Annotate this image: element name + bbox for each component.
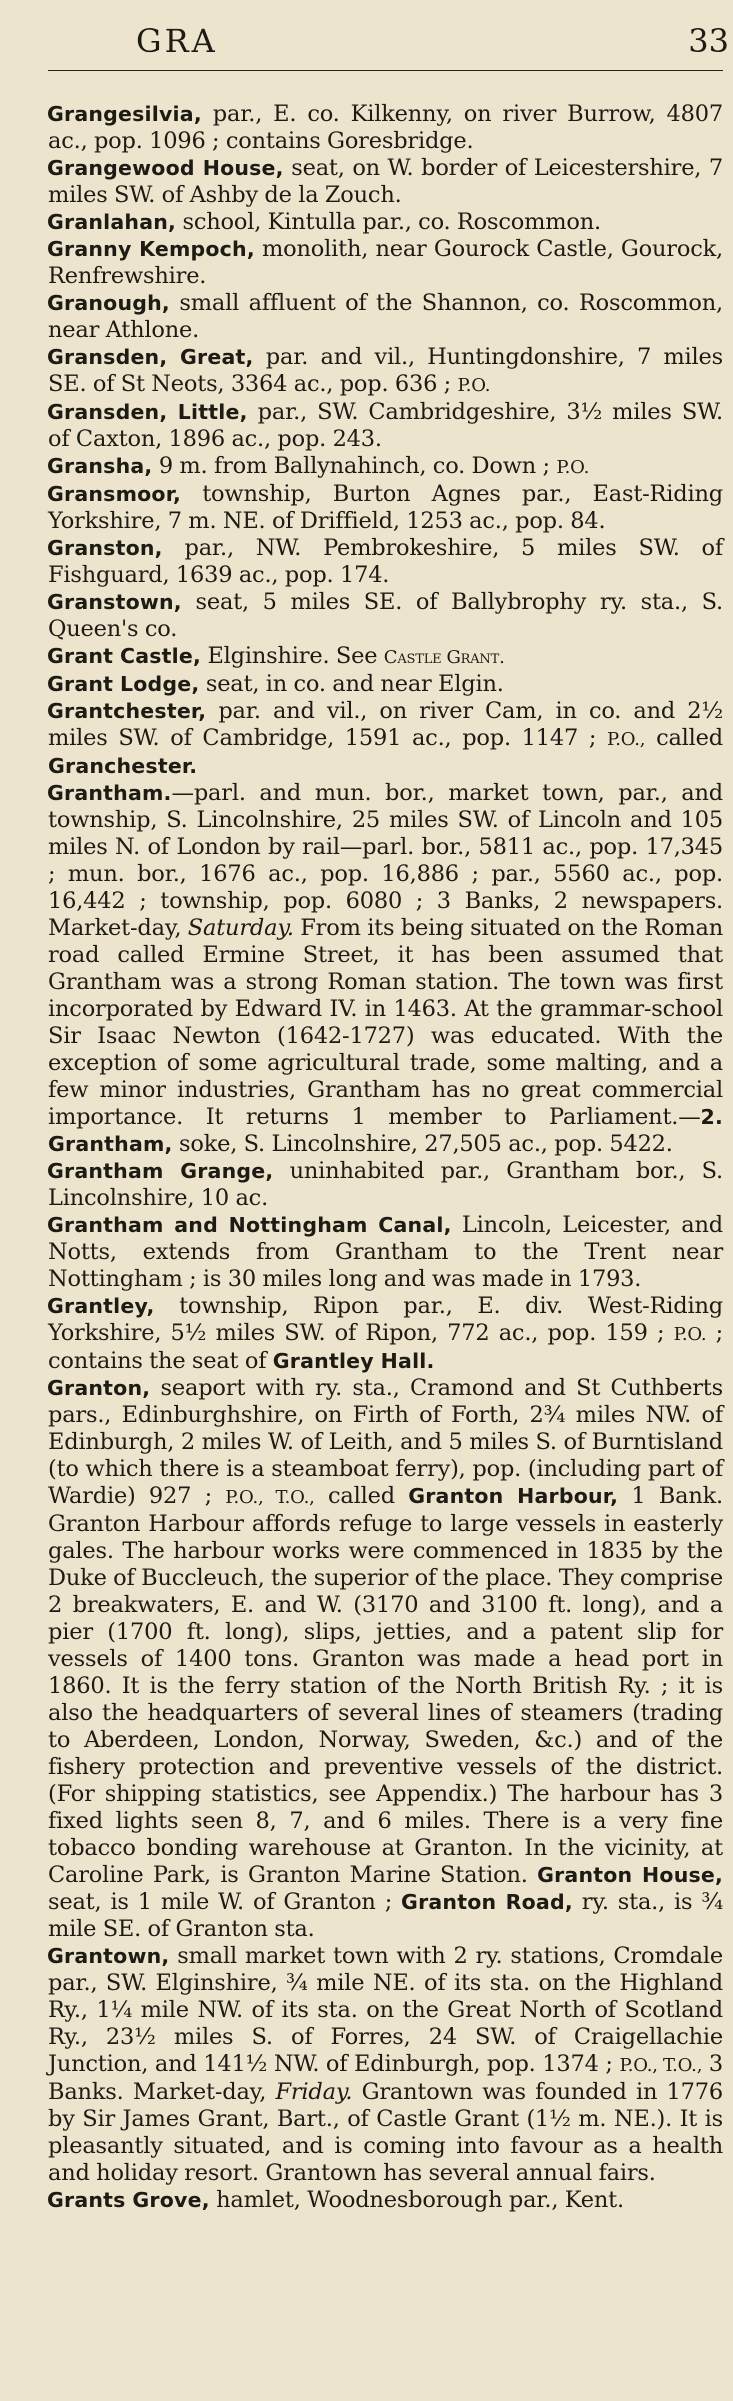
- entry-headword: 2. Grantham,: [48, 1105, 723, 1156]
- entry-headword: Grangesilvia,: [47, 102, 202, 126]
- entry-abbreviation: P.O.: [556, 457, 590, 478]
- entry-text: From its being situated on the Roman road called Ermine Street, it has been assumed that Grantham was a strong Roman station. The town was first incorporated by Edward IV. in 1463. At the grammar-school Sir Isaac Newton (1642-1727) was educated. With the exception of some agricultural trade, some malting, and a few minor industries, Grantham has no great commercial importance. It returns 1 member to Parliament.—: [48, 915, 724, 1130]
- entry-text: soke, S. Lincolnshire, 27,505 ac., pop. 5422.: [172, 1131, 673, 1157]
- entry-headword: Granough,: [47, 291, 170, 315]
- entry-text: township, Ripon par., E. div. West-Riding Yorkshire, 5½ miles SW. of Ripon, 772 ac., pop. 159 ;: [48, 1293, 723, 1346]
- entry-text: par., E. co. Kilkenny, on river Burrow, 4807 ac., pop. 1096 ; contains Goresbridge.: [48, 101, 723, 154]
- page-header: [48, 0, 729, 71]
- entry-text: par., NW. Pembrokeshire, 5 miles SW. of Fishguard, 1639 ac., pop. 174.: [48, 535, 723, 588]
- entry-text: small affluent of the Shannon, co. Roscommon, near Athlone.: [48, 290, 723, 343]
- gazetteer-entry: [48, 643, 723, 671]
- gazetteer-entry: [48, 780, 723, 1158]
- entry-text: Grantown was founded in 1776 by Sir James Grant, Bart., of Castle Grant (1½ m. NE.). It is pleasantly situated, and is coming into favour as a health and holiday resort. Grantown has several annual fairs.: [48, 2079, 724, 2186]
- entry-headword: Granston,: [47, 536, 163, 560]
- gazetteer-entry: [48, 209, 723, 236]
- entry-abbreviation: P.O., T.O.,: [225, 1487, 315, 1508]
- entry-text: 3 Banks. Market-day,: [48, 2051, 723, 2105]
- entry-text: school, Kintulla par., co. Roscommon.: [176, 209, 601, 235]
- entry-text: monolith, near Gourock Castle, Gourock, Renfrewshire.: [48, 236, 723, 289]
- gazetteer-entry: [48, 344, 723, 399]
- gazetteer-entry: [48, 155, 723, 209]
- gazetteer-entry: [48, 1212, 723, 1293]
- entry-text: par., SW. Cambridgeshire, 3½ miles SW. of Caxton, 1896 ac., pop. 243.: [48, 399, 723, 452]
- entry-headword: Grantham.: [47, 781, 172, 805]
- entry-text: —parl. and mun. bor., market town, par., and township, S. Lincolnshire, 25 miles SW. of Lincoln and 105 miles N. of London by rail—parl. bor., 5811 ac., pop. 17,345 ; mun. bor., 1676 ac., pop. 16,886 ; par., 5560 ac., pop. 16,442 ; township, pop. 6080 ; 3 Banks, 2 newspapers. Market-day,: [48, 780, 723, 941]
- gazetteer-entry: [48, 535, 723, 589]
- entry-abbreviation: P.O.,: [606, 729, 646, 750]
- entry-text: par. and vil., Huntingdonshire, 7 miles SE. of St Neots, 3364 ac., pop. 636 ;: [48, 344, 724, 397]
- gazetteer-entry: [48, 698, 723, 780]
- gazetteer-entry: [48, 101, 723, 155]
- gazetteer-entry: [48, 1375, 723, 1943]
- entry-text: seat, 5 miles SE. of Ballybrophy ry. sta., S. Queen's co.: [48, 589, 723, 642]
- page-number: 33: [688, 22, 729, 60]
- entry-headword: Grant Lodge,: [47, 672, 200, 696]
- entry-headword: Gransha,: [47, 454, 153, 478]
- entry-headword: Granlahan,: [47, 210, 177, 234]
- entry-text: seat, on W. border of Leicestershire, 7 miles SW. of Ashby de la Zouch.: [48, 155, 723, 208]
- entry-text: called: [645, 725, 723, 751]
- entry-headword: Gransden, Great,: [47, 345, 254, 369]
- entry-headword: Grantham Grange,: [47, 1159, 274, 1183]
- entry-text: seat, is 1 mile W. of Granton ;: [48, 1889, 402, 1915]
- entry-text: 1 Bank. Granton Harbour affords refuge to large vessels in easterly gales. The harbour works were commenced in 1835 by the Duke of Buccleuch, the superior of the place. They comprise 2 breakwaters, E. and W. (3170 and 3100 ft. long), and a pier (1700 ft. long), slips, jetties, and a patent slip for vessels of 1400 tons. Granton was made a head port in 1860. It is the ferry station of the North British Ry. ; it is also the headquarters of several lines of steamers (trading to Aberdeen, London, Norway, Sweden, &c.) and of the fishery protection and preventive vessels of the district. (For shipping statistics, see Appendix.) The harbour has 3 fixed lights seen 8, 7, and 6 miles. There is a very fine tobacco bonding warehouse at Granton. In the vicinity, at Caroline Park, is Granton Marine Station.: [48, 1483, 723, 1888]
- running-head: GRA: [136, 22, 218, 60]
- entry-headword: Granchester.: [48, 754, 198, 778]
- entry-text: 9 m. from Ballynahinch, co. Down ;: [152, 453, 557, 479]
- gazetteer-entry: [48, 1158, 723, 1212]
- entry-headword: Grantham and Nottingham Canal,: [47, 1213, 452, 1237]
- entry-headword: Granton Road,: [401, 1890, 573, 1914]
- entry-text: ; contains the seat of: [48, 1320, 723, 1374]
- entry-headword: Gransden, Little,: [47, 400, 248, 424]
- entry-text: uninhabited par., Grantham bor., S. Lincolnshire, 10 ac.: [48, 1158, 723, 1211]
- entry-text: small market town with 2 ry. stations, Cromdale par., SW. Elginshire, ¾ mile NE. of its sta. on the Highland Ry., 1¼ mile NW. of its sta. on the Great North of Scotland Ry., 23½ miles S. of Forres, 24 SW. of Craigellachie Junction, and 141½ NW. of Edinburgh, pop. 1374 ;: [48, 1943, 723, 2077]
- entry-headword: Granstown,: [47, 590, 182, 614]
- entry-headword: Granton,: [47, 1376, 151, 1400]
- entry-text: Elginshire. See: [201, 643, 384, 669]
- gazetteer-entry: [48, 589, 723, 643]
- entry-headword: Grantown,: [47, 1944, 170, 1968]
- gazetteer-entry: [48, 399, 723, 453]
- entry-headword: Grant Castle,: [47, 644, 201, 668]
- entry-headword: Grants Grove,: [47, 2188, 210, 2212]
- entry-text: called: [314, 1483, 409, 1509]
- entry-italic-text: Friday.: [275, 2079, 353, 2105]
- gazetteer-entry: [48, 236, 723, 290]
- entry-headword: Grantley Hall.: [272, 1349, 435, 1373]
- gazetteer-entry: [48, 2187, 723, 2214]
- entry-text: Lincoln, Leicester, and Notts, extends from Grantham to the Trent near Nottingham ; is 30 miles long and was made in 1793.: [48, 1212, 723, 1292]
- entry-headword: Grantley,: [47, 1294, 155, 1318]
- entry-headword: Grangewood House,: [47, 156, 284, 180]
- gazetteer-entry: [48, 1293, 723, 1375]
- gazetteer-entry: [48, 290, 723, 344]
- gazetteer-entry: [48, 1943, 723, 2187]
- entry-text: seaport with ry. sta., Cramond and St Cuthberts pars., Edinburghshire, on Firth of Forth, 2¾ miles NW. of Edinburgh, 2 miles W. of Leith, and 5 miles S. of Burntisland (to which there is a steamboat ferry), pop. (including part of Wardie) 927 ;: [48, 1375, 723, 1509]
- entry-abbreviation: P.O.: [673, 1324, 707, 1345]
- entry-headword: Granny Kempoch,: [47, 237, 255, 261]
- gazetteer-entry: [48, 671, 723, 698]
- entry-headword: Granton Harbour,: [408, 1484, 619, 1508]
- entry-text: ry. sta., is ¾ mile SE. of Granton sta.: [48, 1889, 723, 1942]
- gazetteer-entry: [48, 481, 723, 535]
- entry-abbreviation: P.O., T.O.,: [619, 2055, 703, 2076]
- entry-text: township, Burton Agnes par., East-Riding Yorkshire, 7 m. NE. of Driffield, 1253 ac., pop. 84.: [48, 481, 723, 534]
- entry-headword: Gransmoor,: [47, 482, 181, 506]
- entry-headword: Granton House,: [537, 1863, 723, 1887]
- gazetteer-entry: [48, 453, 723, 481]
- entry-abbreviation: Castle Grant.: [383, 647, 505, 668]
- entries-list: [48, 71, 723, 2214]
- entry-abbreviation: P.O.: [457, 375, 491, 396]
- entry-headword: Grantchester,: [47, 699, 207, 723]
- entry-italic-text: Saturday.: [187, 915, 294, 941]
- entry-text: seat, in co. and near Elgin.: [199, 671, 504, 697]
- entry-text: hamlet, Woodnesborough par., Kent.: [209, 2187, 624, 2213]
- entry-text: par. and vil., on river Cam, in co. and 2½ miles SW. of Cambridge, 1591 ac., pop. 1147 ;: [48, 698, 723, 751]
